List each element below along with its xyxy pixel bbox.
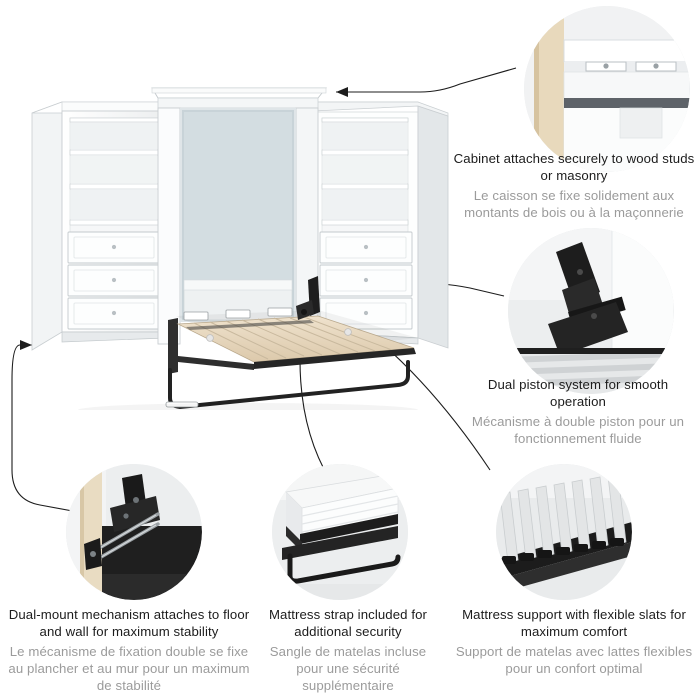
callout-mattress-strap — [272, 464, 408, 600]
callout-cabinet-attachment — [524, 6, 690, 172]
caption-en-mount: Dual-mount mechanism attaches to floor and wall for maximum stability — [8, 607, 250, 639]
product-illustration — [18, 80, 458, 410]
caption-en-strap: Mattress strap included for additional security — [268, 607, 428, 639]
caption-mattress-strap — [258, 606, 438, 694]
caption-fr-slats: Support de matelas avec lattes flexibles pour un confort optimal — [455, 644, 693, 676]
caption-dual-mount — [4, 606, 254, 694]
callout-dual-mount — [66, 464, 202, 600]
caption-fr-mount: Le mécanisme de fixation double se fixe au plancher et au mur pour un maximum de stabilité — [8, 644, 250, 693]
caption-fr-piston: Mécanisme à double piston pour un fonctionnement fluide — [471, 414, 685, 446]
callout-mattress-support — [496, 464, 632, 600]
caption-dual-piston — [460, 376, 696, 447]
caption-mattress-support — [452, 606, 696, 677]
caption-fr-cabinet: Le caisson se fixe solidement aux montants de bois ou à la maçonnerie — [464, 188, 684, 220]
caption-en-piston: Dual piston system for smooth operation — [487, 377, 669, 409]
wall-bed-drawing — [18, 80, 458, 410]
caption-en-cabinet: Cabinet attaches securely to wood studs or masonry — [453, 151, 695, 183]
caption-cabinet-attachment — [452, 150, 696, 221]
caption-en-slats: Mattress support with flexible slats for maximum comfort — [462, 607, 686, 639]
callout-dual-piston — [508, 228, 674, 394]
caption-fr-strap: Sangle de matelas incluse pour une sécurité supplémentaire — [269, 644, 427, 693]
